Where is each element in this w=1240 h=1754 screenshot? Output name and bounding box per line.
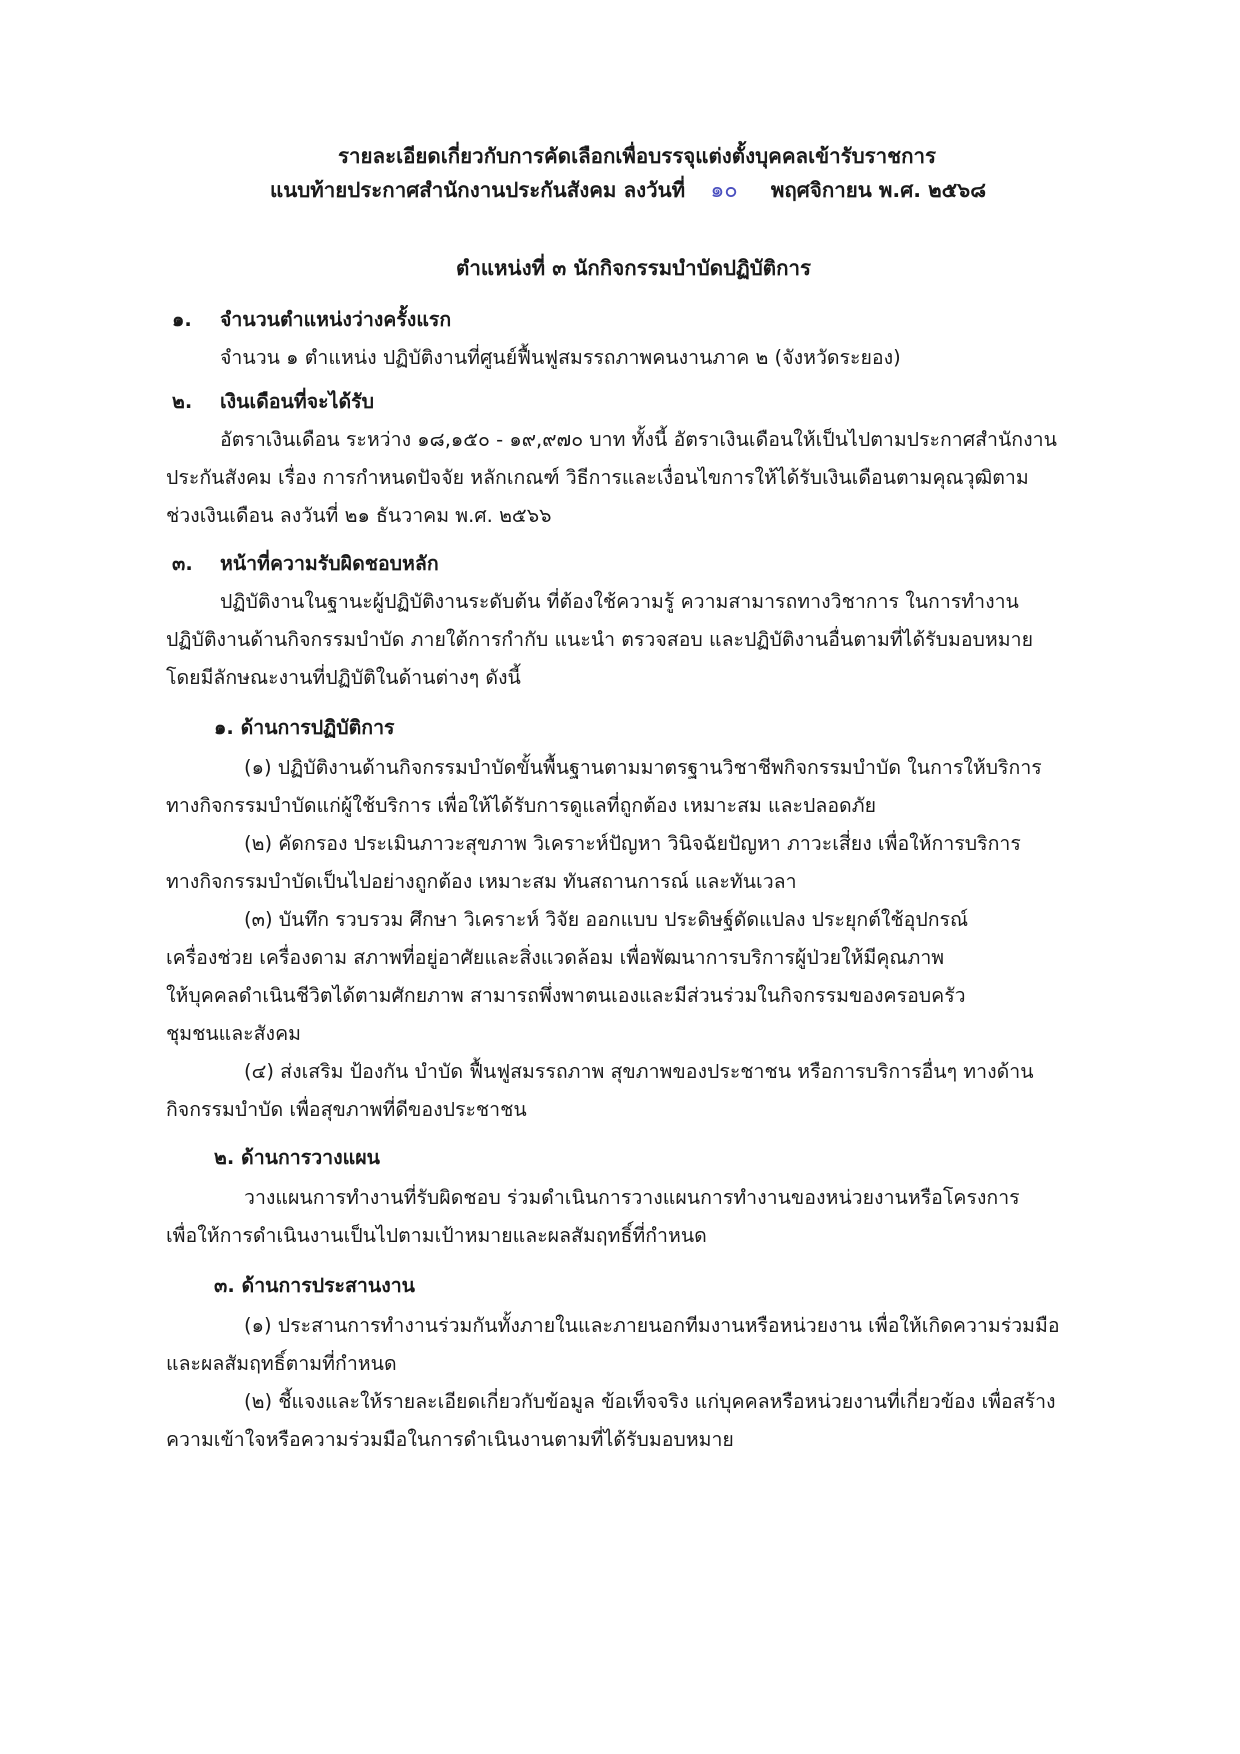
sub2-body-line: เพื่อให้การดำเนินงานเป็นไปตามเป้าหมายและผลสัมฤทธิ์ที่กำหนด [166, 1224, 707, 1247]
subsection-3-heading: ๓. ด้านการประสานงาน [214, 1274, 416, 1297]
sub3-item-1-line: และผลสัมฤทธิ์ตามที่กำหนด [166, 1352, 397, 1375]
section-1-body: จำนวน ๑ ตำแหน่ง ปฏิบัติงานที่ศูนย์ฟื้นฟูสมรรถภาพคนงานภาค ๒ (จังหวัดระยอง) [220, 346, 901, 369]
subsection-2-heading: ๒. ด้านการวางแผน [214, 1146, 380, 1169]
sub3-item-2-line: ความเข้าใจหรือความร่วมมือในการดำเนินงานตามที่ได้รับมอบหมาย [166, 1428, 734, 1451]
sub1-item-2-line: ทางกิจกรรมบำบัดเป็นไปอย่างถูกต้อง เหมาะสม ทันสถานการณ์ และทันเวลา [166, 870, 797, 893]
sub1-item-3-line: ชุมชนและสังคม [166, 1022, 301, 1045]
sub1-item-4-line: (๔) ส่งเสริม ป้องกัน บำบัด ฟื้นฟูสมรรถภาพ สุขภาพของประชาชน หรือการบริการอื่นๆ ทางด้าน [244, 1060, 1034, 1083]
handwritten-day: ๑๐ [710, 178, 738, 203]
sub1-item-3-line: (๓) บันทึก รวบรวม ศึกษา วิเคราะห์ วิจัย ออกแบบ ประดิษฐ์ดัดแปลง ประยุกต์ใช้อุปกรณ์ [244, 908, 969, 931]
section-1-number: ๑. [172, 308, 192, 331]
title-line2-suffix: พฤศจิกายน พ.ศ. ๒๕๖๘ [770, 178, 987, 202]
section-2-body-line: ประกันสังคม เรื่อง การกำหนดปัจจัย หลักเกณฑ์ วิธีการและเงื่อนไขการให้ได้รับเงินเดือนตามคุณวุฒิตาม [166, 466, 1029, 489]
document-title-line1: รายละเอียดเกี่ยวกับการคัดเลือกเพื่อบรรจุแต่งตั้งบุคคลเข้ารับราชการ [338, 144, 937, 168]
subsection-1-heading: ๑. ด้านการปฏิบัติการ [214, 716, 395, 739]
section-3-intro-line: ปฏิบัติงานด้านกิจกรรมบำบัด ภายใต้การกำกับ แนะนำ ตรวจสอบ และปฏิบัติงานอื่นตามที่ได้รับมอบหมาย [166, 628, 1034, 651]
sub1-item-1-line: ทางกิจกรรมบำบัดแก่ผู้ใช้บริการ เพื่อให้ได้รับการดูแลที่ถูกต้อง เหมาะสม และปลอดภัย [166, 794, 876, 817]
position-title: ตำแหน่งที่ ๓ นักกิจกรรมบำบัดปฏิบัติการ [456, 256, 812, 280]
sub1-item-3-line: เครื่องช่วย เครื่องดาม สภาพที่อยู่อาศัยและสิ่งแวดล้อม เพื่อพัฒนาการบริการผู้ป่วยให้มีคุณภาพ [166, 946, 945, 969]
document-title-line2 [270, 180, 986, 202]
section-3-intro-line: โดยมีลักษณะงานที่ปฏิบัติในด้านต่างๆ ดังนี้ [166, 666, 521, 689]
section-2-number: ๒. [172, 390, 193, 413]
section-3-intro-line: ปฏิบัติงานในฐานะผู้ปฏิบัติงานระดับต้น ที่ต้องใช้ความรู้ ความสามารถทางวิชาการ ในการทำงาน [220, 590, 1019, 613]
sub1-item-2-line: (๒) คัดกรอง ประเมินภาวะสุขภาพ วิเคราะห์ปัญหา วินิจฉัยปัญหา ภาวะเสี่ยง เพื่อให้การบริการ [244, 832, 1021, 855]
section-1-heading: จำนวนตำแหน่งว่างครั้งแรก [220, 308, 452, 331]
sub1-item-4-line: กิจกรรมบำบัด เพื่อสุขภาพที่ดีของประชาชน [166, 1098, 527, 1121]
section-2-heading: เงินเดือนที่จะได้รับ [220, 390, 374, 413]
section-3-number: ๓. [172, 552, 193, 575]
section-2-body-line: อัตราเงินเดือน ระหว่าง ๑๘,๑๕๐ - ๑๙,๙๗๐ บาท ทั้งนี้ อัตราเงินเดือนให้เป็นไปตามประกาศสำนักงาน [220, 428, 1057, 451]
title-line2-prefix: แนบท้ายประกาศสำนักงานประกันสังคม ลงวันที่ [270, 178, 686, 202]
section-2-body-line: ช่วงเงินเดือน ลงวันที่ ๒๑ ธันวาคม พ.ศ. ๒๕๖๖ [166, 504, 552, 527]
sub1-item-1-line: (๑) ปฏิบัติงานด้านกิจกรรมบำบัดขั้นพื้นฐานตามมาตรฐานวิชาชีพกิจกรรมบำบัด ในการให้บริการ [244, 756, 1042, 779]
sub2-body-line: วางแผนการทำงานที่รับผิดชอบ ร่วมดำเนินการวางแผนการทำงานของหน่วยงานหรือโครงการ [244, 1186, 1020, 1209]
sub3-item-2-line: (๒) ชี้แจงและให้รายละเอียดเกี่ยวกับข้อมูล ข้อเท็จจริง แก่บุคคลหรือหน่วยงานที่เกี่ยวข้อง เพื่อสร้าง [244, 1390, 1056, 1413]
sub3-item-1-line: (๑) ประสานการทำงานร่วมกันทั้งภายในและภายนอกทีมงานหรือหน่วยงาน เพื่อให้เกิดความร่วมมือ [244, 1314, 1060, 1337]
section-3-heading: หน้าที่ความรับผิดชอบหลัก [220, 552, 439, 575]
sub1-item-3-line: ให้บุคคลดำเนินชีวิตได้ตามศักยภาพ สามารถพึ่งพาตนเองและมีส่วนร่วมในกิจกรรมของครอบครัว [166, 984, 966, 1007]
